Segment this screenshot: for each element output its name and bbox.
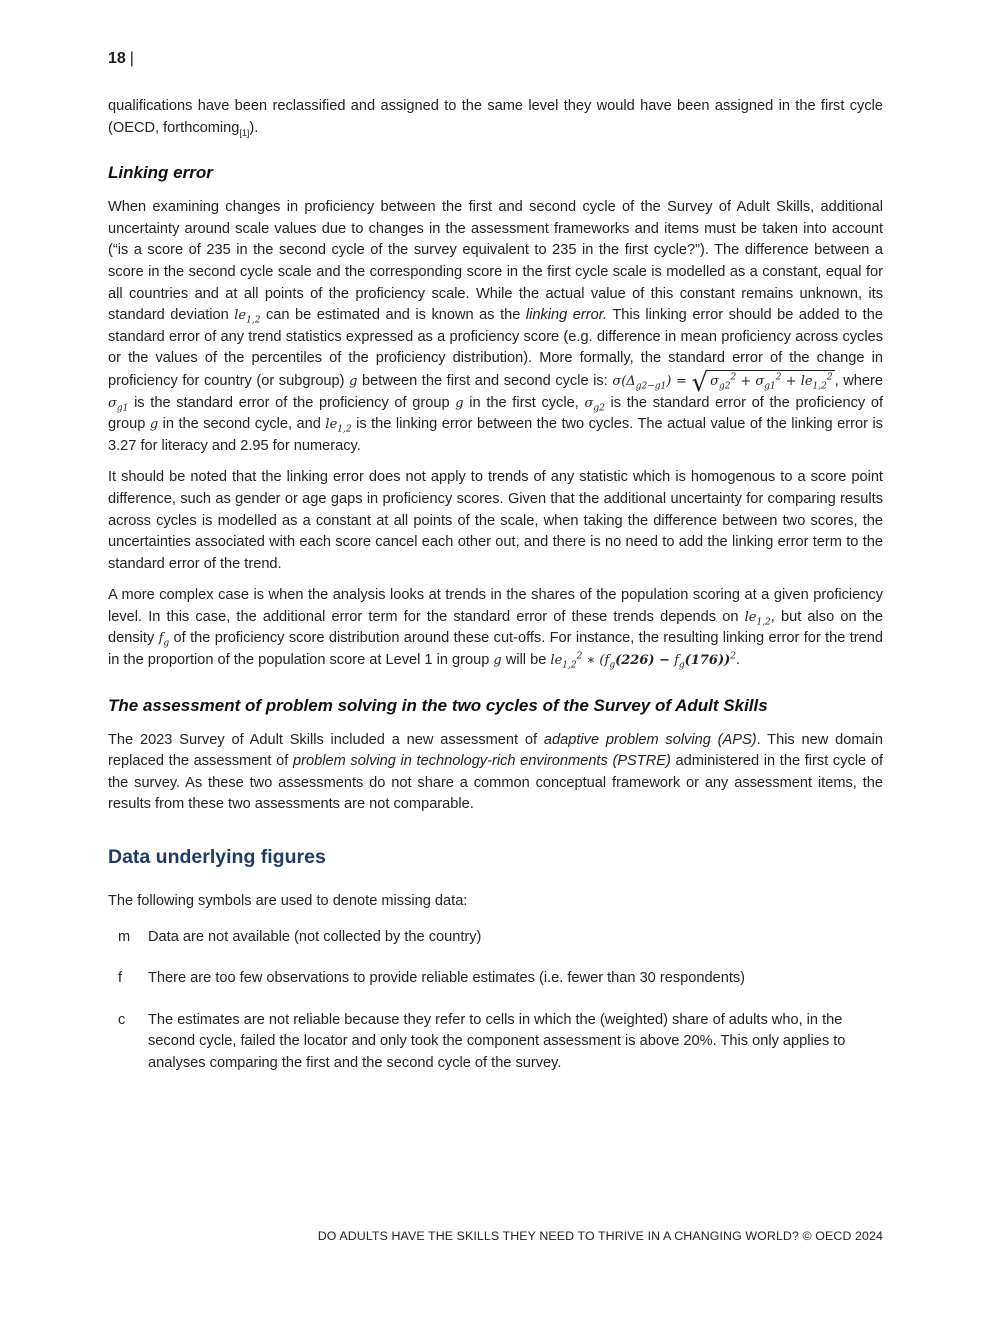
- page-footer: DO ADULTS HAVE THE SKILLS THEY NEED TO THRIVE IN A CHANGING WORLD? © OECD 2024: [317, 1229, 883, 1243]
- symbol-description: The estimates are not reliable because they refer to cells in which the (weighted) share of adults who, in the second cycle, failed the locator and only took the component assessment is above 20%. This only applies to analyses comparing the first and the second cycle of the survey.: [148, 1011, 846, 1071]
- math-le12: $le_{1,2}$: [234, 308, 261, 326]
- linking-error-paragraph-3: A more complex case is when the analysis looks at trends in the shares of the population scoring at a given proficiency level. In this case, the additional error term for the standard error of these trends depends on $le_{1,2}$, but also on the density $f_g$ of the proficiency score distribution around these cut-offs. For instance, the resulting linking error for the trend in the proportion of the population score at Level 1 in group g will be $le_{1,2}^2$ ∗ $(f_g(226) - f_g(176))^2$.: [108, 587, 883, 671]
- page-number: 18 |: [108, 50, 134, 67]
- symbol-description: There are too few observations to provide reliable estimates (i.e. fewer than 30 respondents): [148, 970, 746, 987]
- symbols-intro: The following symbols are used to denote missing data:: [108, 893, 468, 910]
- missing-data-symbols-list: [108, 927, 883, 1075]
- math-fg: $f_g$: [158, 631, 170, 650]
- math-sigma-g2: $\sigma_{g2}$: [584, 395, 605, 414]
- symbol-f: f: [118, 970, 123, 987]
- list-item: [108, 927, 883, 949]
- problem-solving-heading: The assessment of problem solving in the two cycles of the Survey of Adult Skills: [108, 695, 768, 715]
- intro-paragraph: qualifications have been reclassified and assigned to the same level they would have been assigned in the first cycle (OECD, forthcoming$_{[1]}$).: [108, 98, 883, 138]
- linking-error-paragraph-2: It should be noted that the linking error does not apply to trends of any statistic which is homogenous to a score point difference, such as gender or age gaps in proficiency scores. Given that the additional uncertainty for comparing results across cycles is modelled as a constant at all points of the scale, when taking the difference between two scores, the uncertainties associated with each score cancel each other out, and there is no need to add the linking error term to the standard error of the trend.: [108, 469, 883, 572]
- math-formula-level1: $le_{1,2}^2$ ∗ $(f_g(226) - f_g(176))^2$: [550, 651, 736, 671]
- symbol-c: c: [118, 1011, 126, 1028]
- list-item: [108, 968, 883, 990]
- math-formula-se: $\sigma(\Delta_{g2-g1})$ = √ $\sigma_{g2}^2 + \sigma_{g1}^2 + le_{1,2}^2$: [612, 367, 833, 398]
- linking-error-paragraph-1: When examining changes in proficiency between the first and second cycle of the Survey of Adult Skills, additional uncertainty around scale values due to changes in the assessment frameworks and items must be taken into account (“is a score of 235 in the second cycle of the survey equivalent to 235 in the first cycle?”). The difference between a score in the second cycle scale and the corresponding score in the first cycle scale is modelled as a constant, equal for all countries and at all points of the proficiency scale. While the actual value of this constant remains unknown, its standard deviation $le_{1,2}$ can be estimated and is known as the linking error. This linking error should be added to the standard error of any trend statistics expressed as a proficiency score (e.g. difference in mean proficiency across cycles or the values of the percentiles of the proficiency distribution). More formally, the standard error of the change in proficiency for country (or subgroup) g between the first and second cycle is: $\sigma(\Delta_{g2-g1})$ = √ $\sigma_{g2}^2 + \sigma_{g1}^2 + le_{1,2}^2$ , where $\sigma_{g1}$ is the standard error of the proficiency of group g in the first cycle, $\sigma_{g2}$ is the standard error of the proficiency of group g in the second cycle, and $le_{1,2}$ is the linking error between the two cycles. The actual value of the linking error is 3.27 for literacy and 2.95 for numeracy.: [108, 199, 884, 454]
- linking-error-heading: Linking error: [108, 163, 213, 183]
- page-content: [108, 96, 883, 1095]
- symbol-description: Data are not available (not collected by the country): [148, 928, 482, 945]
- math-le12: $le_{1,2}$: [744, 609, 771, 628]
- problem-solving-paragraph: The 2023 Survey of Adult Skills included a new assessment of adaptive problem solving (APS). This new domain replaced the assessment of problem solving in technology-rich environments (PSTRE) administered in the first cycle of the survey. As these two assessments do not share a common conceptual framework or any assessment items, the results from these two assessments are not comparable.: [108, 731, 884, 813]
- citation-ref: [1]: [239, 127, 250, 138]
- list-item: [108, 1010, 883, 1075]
- data-underlying-figures-heading: Data underlying figures: [108, 846, 326, 869]
- math-le12: $le_{1,2}$: [325, 417, 352, 435]
- math-sigma-g1: $\sigma_{g1}$: [108, 395, 129, 414]
- symbol-m: m: [118, 928, 131, 945]
